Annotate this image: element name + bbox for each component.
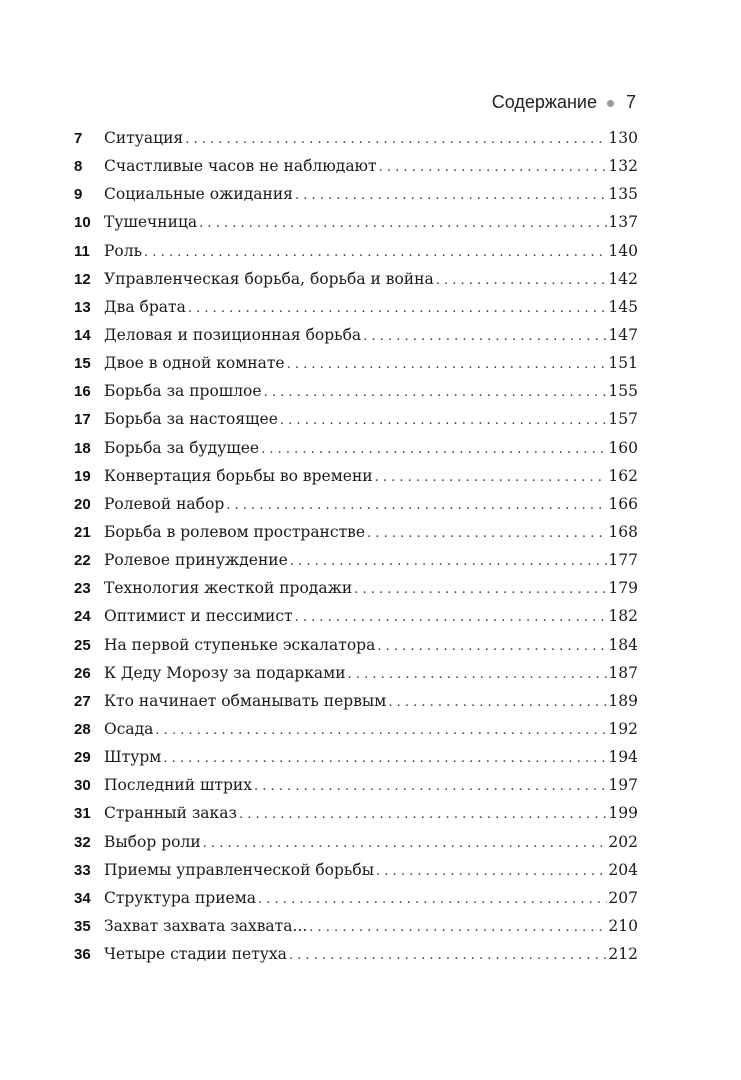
chapter-page: 210	[608, 916, 638, 935]
chapter-page: 192	[608, 719, 638, 738]
dot-leader	[280, 413, 608, 428]
chapter-number: 12	[74, 270, 91, 288]
toc-entry	[74, 185, 638, 213]
dot-leader	[354, 582, 607, 597]
toc-entry	[74, 523, 638, 551]
chapter-page: 145	[608, 297, 638, 316]
chapter-title: Борьба за будущее	[104, 438, 260, 457]
chapter-title: Борьба за настоящее	[104, 410, 278, 429]
chapter-title: Два брата	[104, 297, 186, 316]
chapter-title: Счастливые часов не наблюдают	[104, 157, 377, 176]
chapter-title: Конвертация борьбы во времени	[104, 466, 373, 485]
dot-leader	[388, 695, 607, 710]
chapter-number: 27	[74, 692, 91, 710]
toc-entry	[74, 551, 638, 579]
chapter-page: 189	[608, 691, 638, 710]
chapter-title: На первой ступеньке эскалатора	[104, 635, 376, 654]
chapter-number: 18	[74, 439, 91, 457]
dot-leader	[295, 610, 608, 625]
toc-entry	[74, 354, 638, 382]
dot-leader	[309, 920, 607, 935]
chapter-page: 162	[608, 466, 638, 485]
dot-leader	[290, 554, 608, 569]
chapter-title: Борьба в ролевом пространстве	[104, 522, 366, 541]
chapter-number: 9	[74, 186, 83, 204]
toc-entry	[74, 410, 638, 438]
toc-entry	[74, 270, 638, 298]
dot-leader	[264, 385, 608, 400]
toc-entry	[74, 298, 638, 326]
chapter-number: 8	[74, 158, 83, 176]
chapter-number: 36	[74, 946, 91, 964]
toc-entry	[74, 945, 638, 973]
chapter-title: Социальные ожидания	[104, 185, 293, 204]
chapter-page: 182	[608, 607, 638, 626]
chapter-number: 7	[74, 130, 83, 147]
chapter-title: Управленческая борьба, борьба и война	[104, 269, 434, 288]
chapter-number: 19	[74, 467, 91, 485]
dot-leader	[199, 216, 607, 231]
chapter-number: 22	[74, 552, 91, 570]
toc-entry	[74, 861, 638, 889]
dot-leader	[226, 498, 607, 513]
chapter-title: Захват захвата захвата...	[104, 916, 308, 935]
table-of-contents	[74, 129, 638, 973]
chapter-title: Кто начинает обманывать первым	[104, 691, 387, 710]
chapter-number: 21	[74, 523, 91, 541]
chapter-title: Технология жесткой продажи	[104, 579, 353, 598]
dot-leader	[203, 836, 608, 851]
chapter-number: 30	[74, 777, 91, 795]
chapter-title: Выбор роли	[104, 832, 201, 851]
chapter-title: Последний штрих	[104, 776, 252, 795]
chapter-number: 10	[74, 214, 91, 232]
chapter-number: 23	[74, 580, 91, 598]
chapter-number: 26	[74, 664, 91, 682]
dot-leader	[367, 526, 607, 541]
chapter-page: 160	[608, 438, 638, 457]
dot-leader	[163, 751, 607, 766]
chapter-number: 31	[74, 805, 91, 823]
dot-leader	[289, 948, 608, 963]
dot-leader	[155, 723, 607, 738]
chapter-title: Штурм	[104, 748, 162, 767]
chapter-page: 142	[608, 269, 638, 288]
chapter-title: Деловая и позиционная борьба	[104, 325, 362, 344]
toc-entry	[74, 213, 638, 241]
chapter-page: 202	[608, 832, 638, 851]
chapter-number: 28	[74, 720, 91, 738]
dot-leader	[295, 188, 607, 203]
chapter-number: 11	[74, 242, 90, 260]
chapter-title: Ситуация	[104, 129, 184, 147]
chapter-number: 14	[74, 326, 91, 344]
toc-entry	[74, 748, 638, 776]
chapter-page: 207	[608, 888, 638, 907]
dot-leader	[348, 667, 608, 682]
toc-entry	[74, 720, 638, 748]
toc-entry	[74, 382, 638, 410]
chapter-number: 15	[74, 355, 91, 373]
toc-entry	[74, 833, 638, 861]
chapter-title: Странный заказ	[104, 804, 237, 823]
dot-leader	[258, 892, 607, 907]
chapter-title: Четыре стадии петуха	[104, 945, 287, 964]
chapter-page: 199	[608, 804, 638, 823]
dot-leader	[239, 807, 607, 822]
toc-entry	[74, 467, 638, 495]
chapter-page: 132	[608, 157, 638, 176]
chapter-number: 25	[74, 636, 91, 654]
toc-entry	[74, 664, 638, 692]
chapter-page: 140	[608, 241, 638, 260]
dot-leader	[363, 329, 607, 344]
toc-entry	[74, 129, 638, 157]
dot-leader	[436, 273, 608, 288]
chapter-title: Оптимист и пессимист	[104, 607, 293, 626]
chapter-page: 168	[608, 522, 638, 541]
chapter-number: 20	[74, 495, 91, 513]
chapter-page: 147	[608, 325, 638, 344]
section-title: Содержание	[491, 92, 597, 112]
dot-leader	[375, 470, 608, 485]
toc-entry	[74, 692, 638, 720]
chapter-page: 155	[608, 382, 638, 401]
chapter-title: Ролевое принуждение	[104, 551, 288, 570]
toc-entry	[74, 439, 638, 467]
toc-entry	[74, 607, 638, 635]
dot-leader	[376, 864, 607, 879]
chapter-page: 204	[608, 860, 638, 879]
chapter-number: 34	[74, 889, 91, 907]
dot-leader	[188, 301, 608, 316]
chapter-title: Двое в одной комнате	[104, 354, 285, 373]
running-head	[492, 92, 636, 113]
chapter-page: 194	[608, 748, 638, 767]
chapter-page: 130	[608, 129, 638, 147]
chapter-title: Структура приема	[104, 888, 257, 907]
chapter-page: 179	[608, 579, 638, 598]
chapter-page: 135	[608, 185, 638, 204]
dot-leader	[287, 357, 608, 372]
dot-leader	[379, 160, 608, 175]
chapter-number: 32	[74, 833, 91, 851]
dot-leader	[377, 639, 607, 654]
chapter-title: Тушечница	[104, 213, 198, 232]
bullet-separator	[607, 100, 614, 107]
toc-entry	[74, 495, 638, 523]
chapter-title: Роль	[104, 241, 143, 260]
toc-entry	[74, 917, 638, 945]
dot-leader	[185, 132, 607, 147]
chapter-title: К Деду Морозу за подарками	[104, 663, 346, 682]
dot-leader	[144, 245, 607, 260]
page-number: 7	[625, 92, 636, 112]
chapter-page: 151	[608, 354, 638, 373]
chapter-title: Ролевой набор	[104, 494, 225, 513]
chapter-number: 13	[74, 298, 91, 316]
dot-leader	[261, 442, 607, 457]
chapter-page: 177	[608, 551, 638, 570]
toc-entry	[74, 776, 638, 804]
toc-entry	[74, 157, 638, 185]
chapter-title: Осада	[104, 719, 154, 738]
toc-entry	[74, 242, 638, 270]
chapter-number: 16	[74, 383, 91, 401]
toc-entry	[74, 804, 638, 832]
chapter-page: 212	[608, 945, 638, 964]
chapter-number: 17	[74, 411, 91, 429]
toc-entry	[74, 326, 638, 354]
chapter-number: 24	[74, 608, 91, 626]
chapter-number: 35	[74, 917, 91, 935]
chapter-title: Приемы управленческой борьбы	[104, 860, 375, 879]
chapter-number: 29	[74, 749, 91, 767]
chapter-page: 166	[608, 494, 638, 513]
chapter-title: Борьба за прошлое	[104, 382, 262, 401]
chapter-page: 197	[608, 776, 638, 795]
chapter-page: 157	[608, 410, 638, 429]
toc-entry	[74, 889, 638, 917]
toc-entry	[74, 579, 638, 607]
chapter-page: 184	[608, 635, 638, 654]
dot-leader	[254, 779, 607, 794]
chapter-page: 187	[608, 663, 638, 682]
toc-entry	[74, 636, 638, 664]
chapter-number: 33	[74, 861, 91, 879]
chapter-page: 137	[608, 213, 638, 232]
